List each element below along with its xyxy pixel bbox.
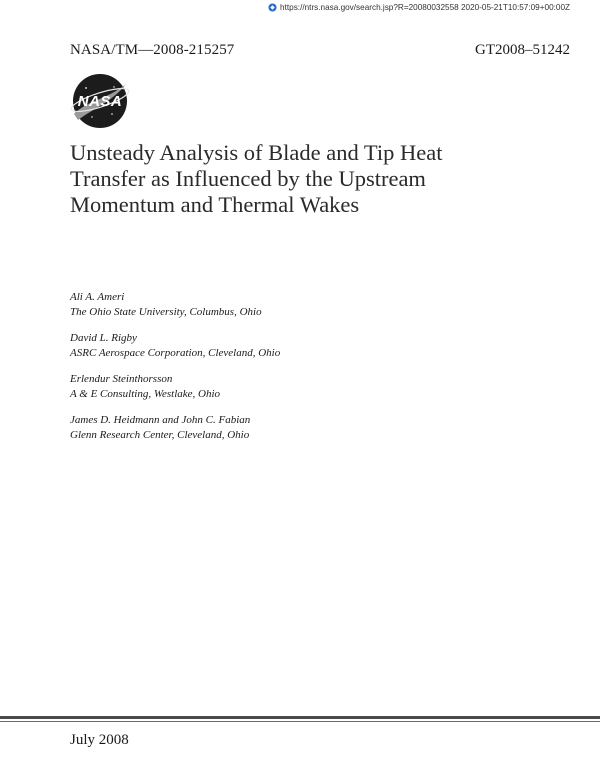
nasa-logo [68,70,132,130]
author-affiliation: A & E Consulting, Westlake, Ohio [70,388,221,400]
author-affiliation: ASRC Aerospace Corporation, Cleveland, Ohio [70,347,281,359]
author-affiliation: Glenn Research Center, Cleveland, Ohio [70,429,250,441]
footer-rule-thin [0,721,600,722]
conference-paper-number: GT2008–51242 [475,42,570,58]
document-title [70,140,550,218]
author-block [70,372,280,402]
author-block [70,290,280,320]
ntrs-source-line [268,0,570,14]
ntrs-link-icon[interactable] [268,3,277,12]
author-name: David L. Rigby [70,332,137,344]
author-block [70,413,280,443]
author-name: James D. Heidmann and John C. Fabian [70,414,251,426]
title-line: Transfer as Influenced by the Upstream [70,166,426,191]
report-number: NASA/TM—2008-215257 [70,42,235,58]
source-url-text[interactable]: https://ntrs.nasa.gov/search.jsp?R=20080032558 2020-05-21T10:57:09+00:00Z [280,2,570,12]
title-line: Unsteady Analysis of Blade and Tip Heat [70,140,443,165]
title-line: Momentum and Thermal Wakes [70,192,360,217]
author-block [70,331,280,361]
publication-date: July 2008 [70,732,129,748]
footer-rule-thick [0,716,600,719]
svg-text:NASA: NASA [77,93,123,110]
author-name: Ali A. Ameri [70,291,125,303]
author-list [70,290,280,454]
author-affiliation: The Ohio State University, Columbus, Ohio [70,306,262,318]
author-name: Erlendur Steinthorsson [70,373,173,385]
